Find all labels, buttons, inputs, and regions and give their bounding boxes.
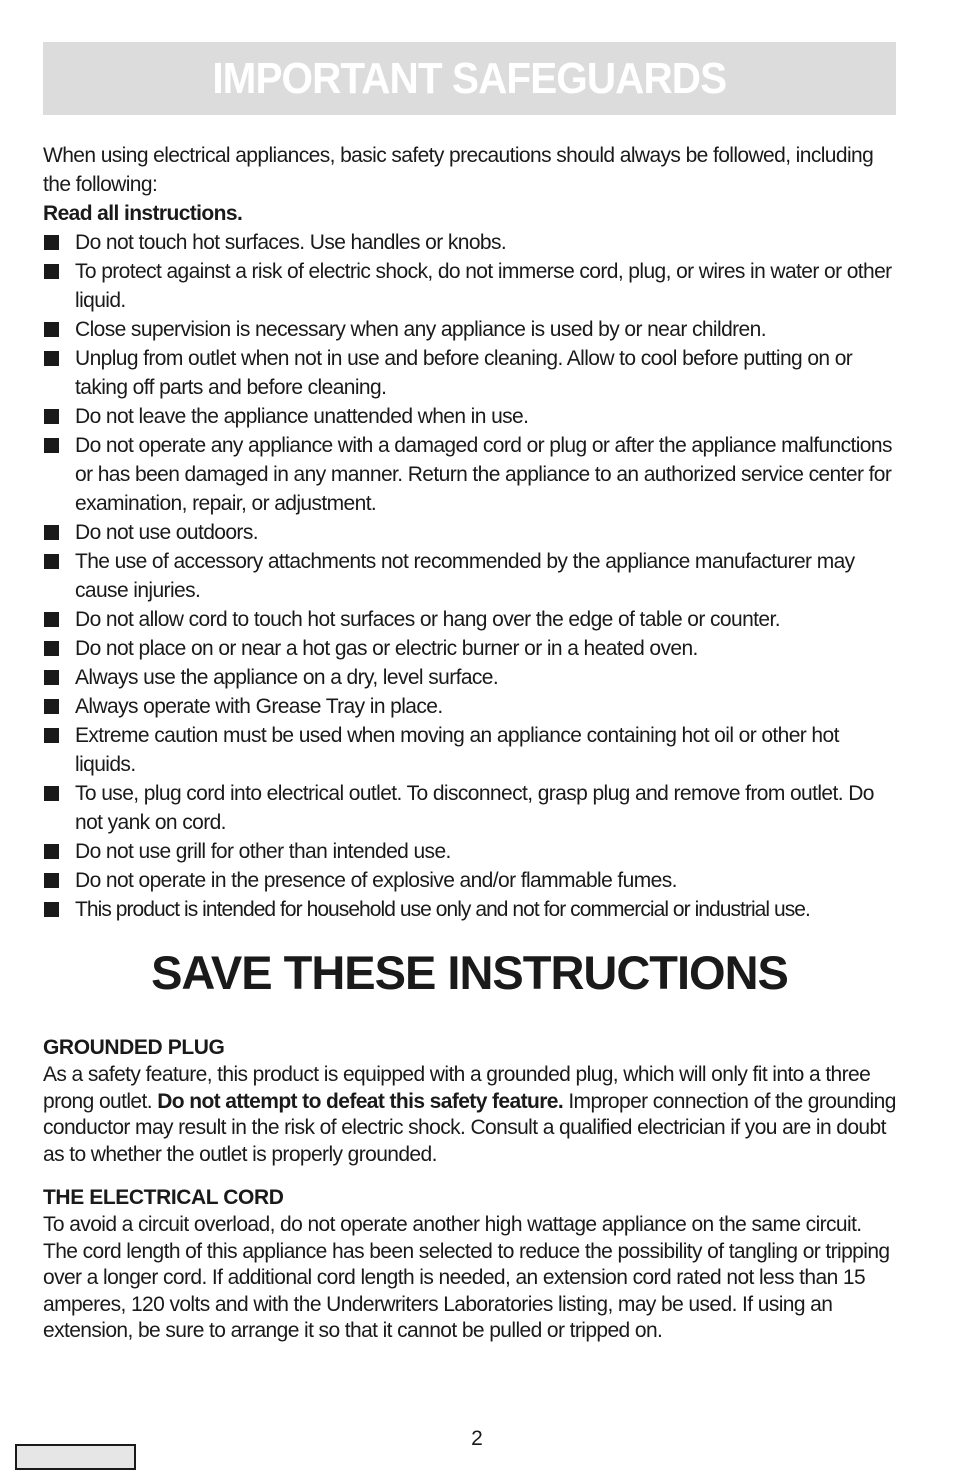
list-item-text: Always operate with Grease Tray in place. [75, 695, 443, 718]
list-item-text: To protect against a risk of electric shock, do not immerse cord, plug, or wires in water or other liquid. [75, 260, 892, 312]
list-item [43, 228, 896, 257]
section-paragraph [43, 1062, 896, 1168]
list-item-text: Do not touch hot surfaces. Use handles or knobs. [75, 231, 507, 254]
list-item [43, 837, 896, 866]
list-item-text: Do not operate any appliance with a damaged cord or plug or after the appliance malfunctions or has been damaged in any manner. Return the appliance to an authorized service center for examination, repair, or adjustment. [75, 434, 892, 515]
square-bullet-icon [44, 699, 59, 714]
list-item [43, 402, 896, 431]
square-bullet-icon [44, 844, 59, 859]
square-bullet-icon [44, 409, 59, 424]
square-bullet-icon [44, 786, 59, 801]
square-bullet-icon [44, 670, 59, 685]
list-item [43, 257, 896, 315]
list-item-text: The use of accessory attachments not recommended by the appliance manufacturer may cause injuries. [75, 550, 855, 602]
list-item [43, 518, 896, 547]
list-item-text: Do not allow cord to touch hot surfaces or hang over the edge of table or counter. [75, 608, 780, 631]
list-item [43, 605, 896, 634]
square-bullet-icon [44, 322, 59, 337]
list-item-text: Do not place on or near a hot gas or electric burner or in a heated oven. [75, 637, 698, 660]
read-all-instructions: Read all instructions. [43, 202, 243, 225]
list-item-text: Extreme caution must be used when moving an appliance containing hot oil or other hot liquids. [75, 724, 839, 776]
square-bullet-icon [44, 728, 59, 743]
safety-warning-text: Do not attempt to defeat this safety feature. [157, 1089, 564, 1113]
list-item [43, 895, 896, 924]
list-item [43, 344, 896, 402]
electrical-cord-section [43, 1184, 896, 1345]
grounded-plug-section [43, 1034, 896, 1168]
section-heading: THE ELECTRICAL CORD [43, 1186, 284, 1209]
square-bullet-icon [44, 525, 59, 540]
title-banner [43, 42, 896, 115]
manual-page [43, 42, 896, 1345]
print-mark-box [15, 1444, 136, 1470]
square-bullet-icon [44, 902, 59, 917]
list-item [43, 692, 896, 721]
paragraph-text: As a safety feature, this product is equipped with a grounded plug, which will only fit into a three prong outlet. [43, 1063, 871, 1113]
list-item-text: Do not operate in the presence of explosive and/or flammable fumes. [75, 869, 677, 892]
list-item-text: This product is intended for household use only and not for commercial or industrial use. [75, 898, 810, 921]
list-item [43, 721, 896, 779]
list-item [43, 779, 896, 837]
list-item [43, 547, 896, 605]
intro-paragraph [43, 141, 896, 228]
list-item-text: Do not leave the appliance unattended when in use. [75, 405, 529, 428]
list-item [43, 634, 896, 663]
safeguards-list [43, 228, 896, 924]
list-item [43, 663, 896, 692]
page-title: IMPORTANT SAFEGUARDS [212, 53, 727, 103]
section-heading: GROUNDED PLUG [43, 1036, 225, 1059]
square-bullet-icon [44, 873, 59, 888]
list-item-text: Do not use outdoors. [75, 521, 258, 544]
list-item-text: Unplug from outlet when not in use and before cleaning. Allow to cool before putting on or taking off parts and before cleaning. [75, 347, 853, 399]
square-bullet-icon [44, 438, 59, 453]
section-paragraph: To avoid a circuit overload, do not operate another high wattage appliance on the same circuit. The cord length of this appliance has been selected to reduce the possibility of tangling or tripping over a longer cord. If additional cord length is needed, an extension cord rated not less than 15 amperes, 120 volts and with the Underwriters Laboratories listing, may be used. If using an extension, be sure to arrange it so that it cannot be pulled or tripped on. [43, 1213, 890, 1342]
save-instructions-heading: SAVE THESE INSTRUCTIONS [151, 946, 788, 999]
page-number: 2 [471, 1427, 483, 1450]
list-item-text: Always use the appliance on a dry, level surface. [75, 666, 499, 689]
square-bullet-icon [44, 612, 59, 627]
paragraph-text: Improper connection of the grounding conductor may result in the risk of electric shock. Consult a qualified electrician if you are in doubt as to whether the outlet is properly grounded. [43, 1089, 896, 1166]
square-bullet-icon [44, 351, 59, 366]
list-item [43, 866, 896, 895]
intro-text: When using electrical appliances, basic safety precautions should always be followed, including the following: [43, 144, 874, 196]
list-item-text: Close supervision is necessary when any appliance is used by or near children. [75, 318, 766, 341]
square-bullet-icon [44, 641, 59, 656]
list-item [43, 431, 896, 518]
list-item [43, 315, 896, 344]
list-item-text: Do not use grill for other than intended use. [75, 840, 451, 863]
square-bullet-icon [44, 264, 59, 279]
square-bullet-icon [44, 554, 59, 569]
square-bullet-icon [44, 235, 59, 250]
list-item-text: To use, plug cord into electrical outlet. To disconnect, grasp plug and remove from outlet. Do not yank on cord. [75, 782, 874, 834]
